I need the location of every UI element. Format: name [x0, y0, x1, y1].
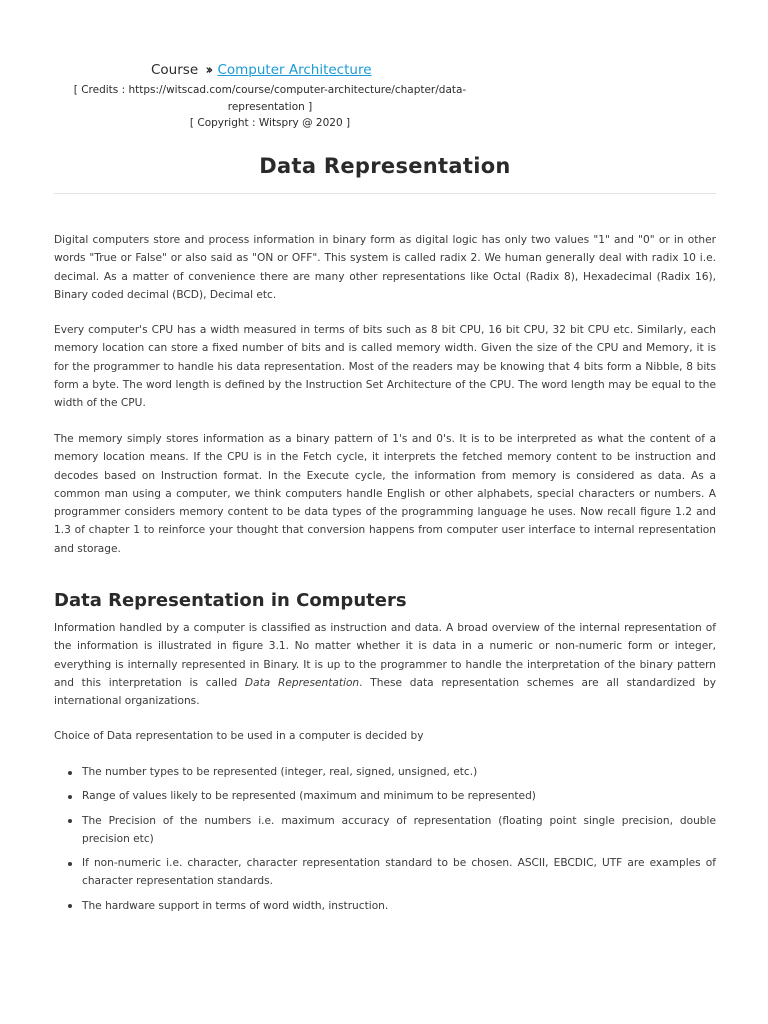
- bullet-dot-icon: [68, 862, 72, 866]
- paragraph-1: Digital computers store and process information in binary form as digital logic has only two values "1" and "0" or in other words "True or False" or also said as "ON or OFF". This system is called radix 2. We human generally deal with radix 10 i.e. decimal. As a matter of convenience there are many other representations like Octal (Radix 8), Hexadecimal (Radix 16), Binary coded decimal (BCD), Decimal etc.: [54, 234, 716, 301]
- section-intro: [54, 619, 716, 710]
- double-chevron-right-icon: ››: [205, 63, 211, 78]
- choice-text: Choice of Data representation to be used in a computer is decided by: [54, 730, 424, 742]
- course-link[interactable]: Computer Architecture: [217, 62, 372, 78]
- list-item-text: The number types to be represented (integer, real, signed, unsigned, etc.): [82, 766, 478, 778]
- list-item: [54, 897, 716, 915]
- course-breadcrumb: [151, 60, 372, 81]
- list-item: [54, 854, 716, 891]
- list-item-text: If non-numeric i.e. character, character representation standard to be chosen. ASCII, EBCDIC, UTF are examples of character representation standards.: [82, 857, 716, 888]
- list-item: [54, 763, 716, 781]
- bullet-dot-icon: [68, 795, 72, 799]
- bullet-dot-icon: [68, 819, 72, 823]
- bullet-dot-icon: [68, 771, 72, 775]
- course-label: Course: [151, 62, 199, 78]
- list-item-text: The hardware support in terms of word width, instruction.: [82, 899, 389, 912]
- list-item: [54, 812, 716, 849]
- list-item-text: The Precision of the numbers i.e. maximum accuracy of representation (floating point single precision, double precision etc): [82, 814, 716, 845]
- paragraph-2: Every computer's CPU has a width measured in terms of bits such as 8 bit CPU, 16 bit CPU, 32 bit CPU etc. Similarly, each memory location can store a fixed number of bits and is called memory width. Given the size of the CPU and Memory, it is for the programmer to handle his data representation. Most of the readers may be knowing that 4 bits form a Nibble, 8 bits form a byte. The word length is defined by the Instruction Set Architecture of the CPU. The word length may be equal to the width of the CPU.: [54, 324, 716, 410]
- title-divider: [54, 193, 716, 194]
- section-intro-text: Information handled by a computer is classified as instruction and data. A broad overview of the internal representation of the information is illustrated in figure 3.1. No matter whether it is data in a numeric or non-numeric form or integer, everything is internally represented in Binary. It is up to the programmer to handle the interpretation of the binary pattern and this interpretation is called: [54, 622, 716, 689]
- section-heading: Data Representation in Computers: [54, 590, 407, 611]
- credits-line-1: [ Credits : https://witscad.com/course/computer-architecture/chapter/data-: [73, 84, 467, 96]
- copyright-notice: [ Copyright : Witspry @ 2020 ]: [189, 117, 351, 129]
- page-title: Data Representation: [259, 154, 511, 178]
- credits-line-2: representation ]: [227, 100, 313, 113]
- list-item: [54, 787, 716, 805]
- criteria-list: [54, 763, 716, 921]
- credits: [50, 82, 490, 132]
- paragraph-3: The memory simply stores information as a binary pattern of 1's and 0's. It is to be interpreted as what the content of a memory location means. If the CPU is in the Fetch cycle, it interprets the fetched memory content to be instruction and decodes based on Instruction format. In the Execute cycle, the information from memory is considered as data. As a common man using a computer, we think computers handle English or other alphabets, special characters or numbers. A programmer considers memory content to be data types of the programming language he uses. Now recall figure 1.2 and 1.3 of chapter 1 to reinforce your thought that conversion happens from computer user interface to internal representation and storage.: [54, 433, 716, 555]
- section-intro-text-end: . These data representation schemes are all standardized by international organizations.: [54, 676, 716, 708]
- section-intro-emphasis: Data Representation: [244, 676, 360, 689]
- bullet-dot-icon: [68, 904, 72, 908]
- list-item-text: Range of values likely to be represented (maximum and minimum to be represented): [82, 790, 536, 803]
